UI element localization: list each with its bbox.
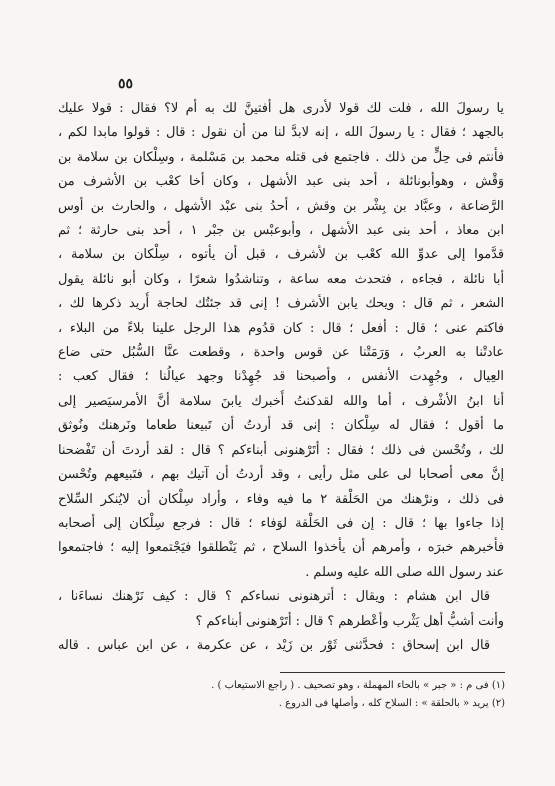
text-line: إذا جاءوا بها ؛ قال : إن فى الحَلْقة لوَفاء ؛ قال : فرجع سِلْكان إلى أصحابه <box>58 515 504 531</box>
text-line: فى ذلك ، ونرْهنك من الحَلْقة ٢ ما فيه وفاء ، وأراد سِلْكان أن لايُنكر السِّلاح <box>58 491 504 507</box>
text-line: عند رسول الله صلى الله عليه وسلم . <box>305 564 504 580</box>
footnote: (١) فى م : « جبر » بالحاء المهملة ، وهو تصحيف . ( راجع الاستيعاب ) . <box>211 680 505 691</box>
footnote-divider <box>280 672 505 673</box>
text-line: الشعر ، ثم قال : ويحك يابن الأشرف ! إنى قد جئتُك لحاجة أُريد ذكرها لك ، <box>58 296 504 312</box>
text-line: الرَّضاعة ، وعبَّاد بن بِشْر بن وقش ، أحدُ بنى عبْد الأشهل ، والحارث بن أوس <box>58 198 504 214</box>
text-line: أنا ابنُ الأشْرف ، أما والله لقدكنتُ أُخبرك يابنَ سلامة أنَّ الأمرسيَصير إلى <box>58 393 504 409</box>
text-line: قال ابن هشام : ويقال : أترهنونى نساءكم ؟ قال : كيف نَرْهنك نساءَنا ، <box>58 589 490 605</box>
text-line: العِيال ، وجُهِدت الأنفس ، وأصبحنا قد جُهِدْنا وجهد عيالُنا ؛ فقال كعب : <box>58 369 504 385</box>
text-line: يا رسولَ الله ، فلت لك قولا لأدرى هل أفتينَّ لك به أم لا؟ فقال : قولا عليك <box>58 101 504 116</box>
text-line: فاكتم عنى ؛ قال : أفعل ؛ قال : كان قدُوم هذا الرجل علينا بلاءً من البلاء ، <box>58 320 504 336</box>
text-line: لك ، وتُحْسن فى ذلك ؛ فقال : أتَرْهنونى أبناءكم ؟ قال : لقد أردتَ أن تَفْضحنا <box>58 442 504 458</box>
text-line: ابن معاذ ، أحد بنى عبد الأشهل ، وأبوعبْس بن جبْر ١ ، أحد بنى حارثة ؛ ثم <box>58 223 504 239</box>
text-line: أبا نائلة ، فجاءه ، فتحدث معه ساعة ، وتناشدُوا شعرًا ، وكان أبو نائلة يقول <box>58 271 504 287</box>
text-line: وأنت أشبُّ أهل يَثْرب وأعْطرهم ؟ قال : أتَرْهنونى أبناءكم ؟ <box>195 613 504 629</box>
text-line: قال ابن إسحاق : فحدَّثنى ثَوْر بن زَيْد ، عن عكرمة ، عن ابن عباس . قاله <box>58 637 490 653</box>
body-text <box>58 97 504 658</box>
text-line: وَقْش ، وهوأبونائلة ، أحد بنى عبد الأشهل ، وكان أخا كعْب بن الأشرف من <box>58 174 504 190</box>
text-line: قدَّموا إلى عدوِّ الله كعْب بن لأشرف ، قبل أن يأتوه ، سِلْكان بن سلامة ، <box>58 247 504 263</box>
text-line: عادتْنا به العربُ ، وَرَمَتْنا عن قوس واحدة ، وقطعت عنَّا السُّبُل حتى ضاع <box>58 345 504 361</box>
page-number: ٥٥ <box>118 76 134 92</box>
footnote: (٢) يريد « بالحلقة » : السلاح كله ، وأصلها فى الدروع . <box>278 698 505 709</box>
text-line: ما أقول ؛ فقال له سِلْكان : إنى قد أردتُ أن تَبيعنا طعاما ونَرهنك ونُوثق <box>58 418 504 434</box>
text-line: فأخبرهم خبرَه ، وأمرهم أن يأخذوا السلاح ، ثم يَنْطلقوا فيَجْتمعوا إليه ؛ فاجتمعوا <box>58 540 504 556</box>
text-line: بالجهد ؛ فقال : يا رسولَ الله ، إنه لابدَّ لنا من أن نقول : قال : قولوا مابدا لكم ، <box>58 125 504 141</box>
footnotes <box>150 677 505 713</box>
text-line: فأنتم فى حِلٍّ من ذلك . فاجتمع فى قتله محمد بن مَسْلمة ، وسِلْكان بن سلامة بن <box>58 149 504 165</box>
text-line: إنَّ معى أصحابا لى على مثل رأيى ، وقد أردتُ أن آتيك بهم ، فتَبيعهم وتُحْسن <box>58 467 504 483</box>
